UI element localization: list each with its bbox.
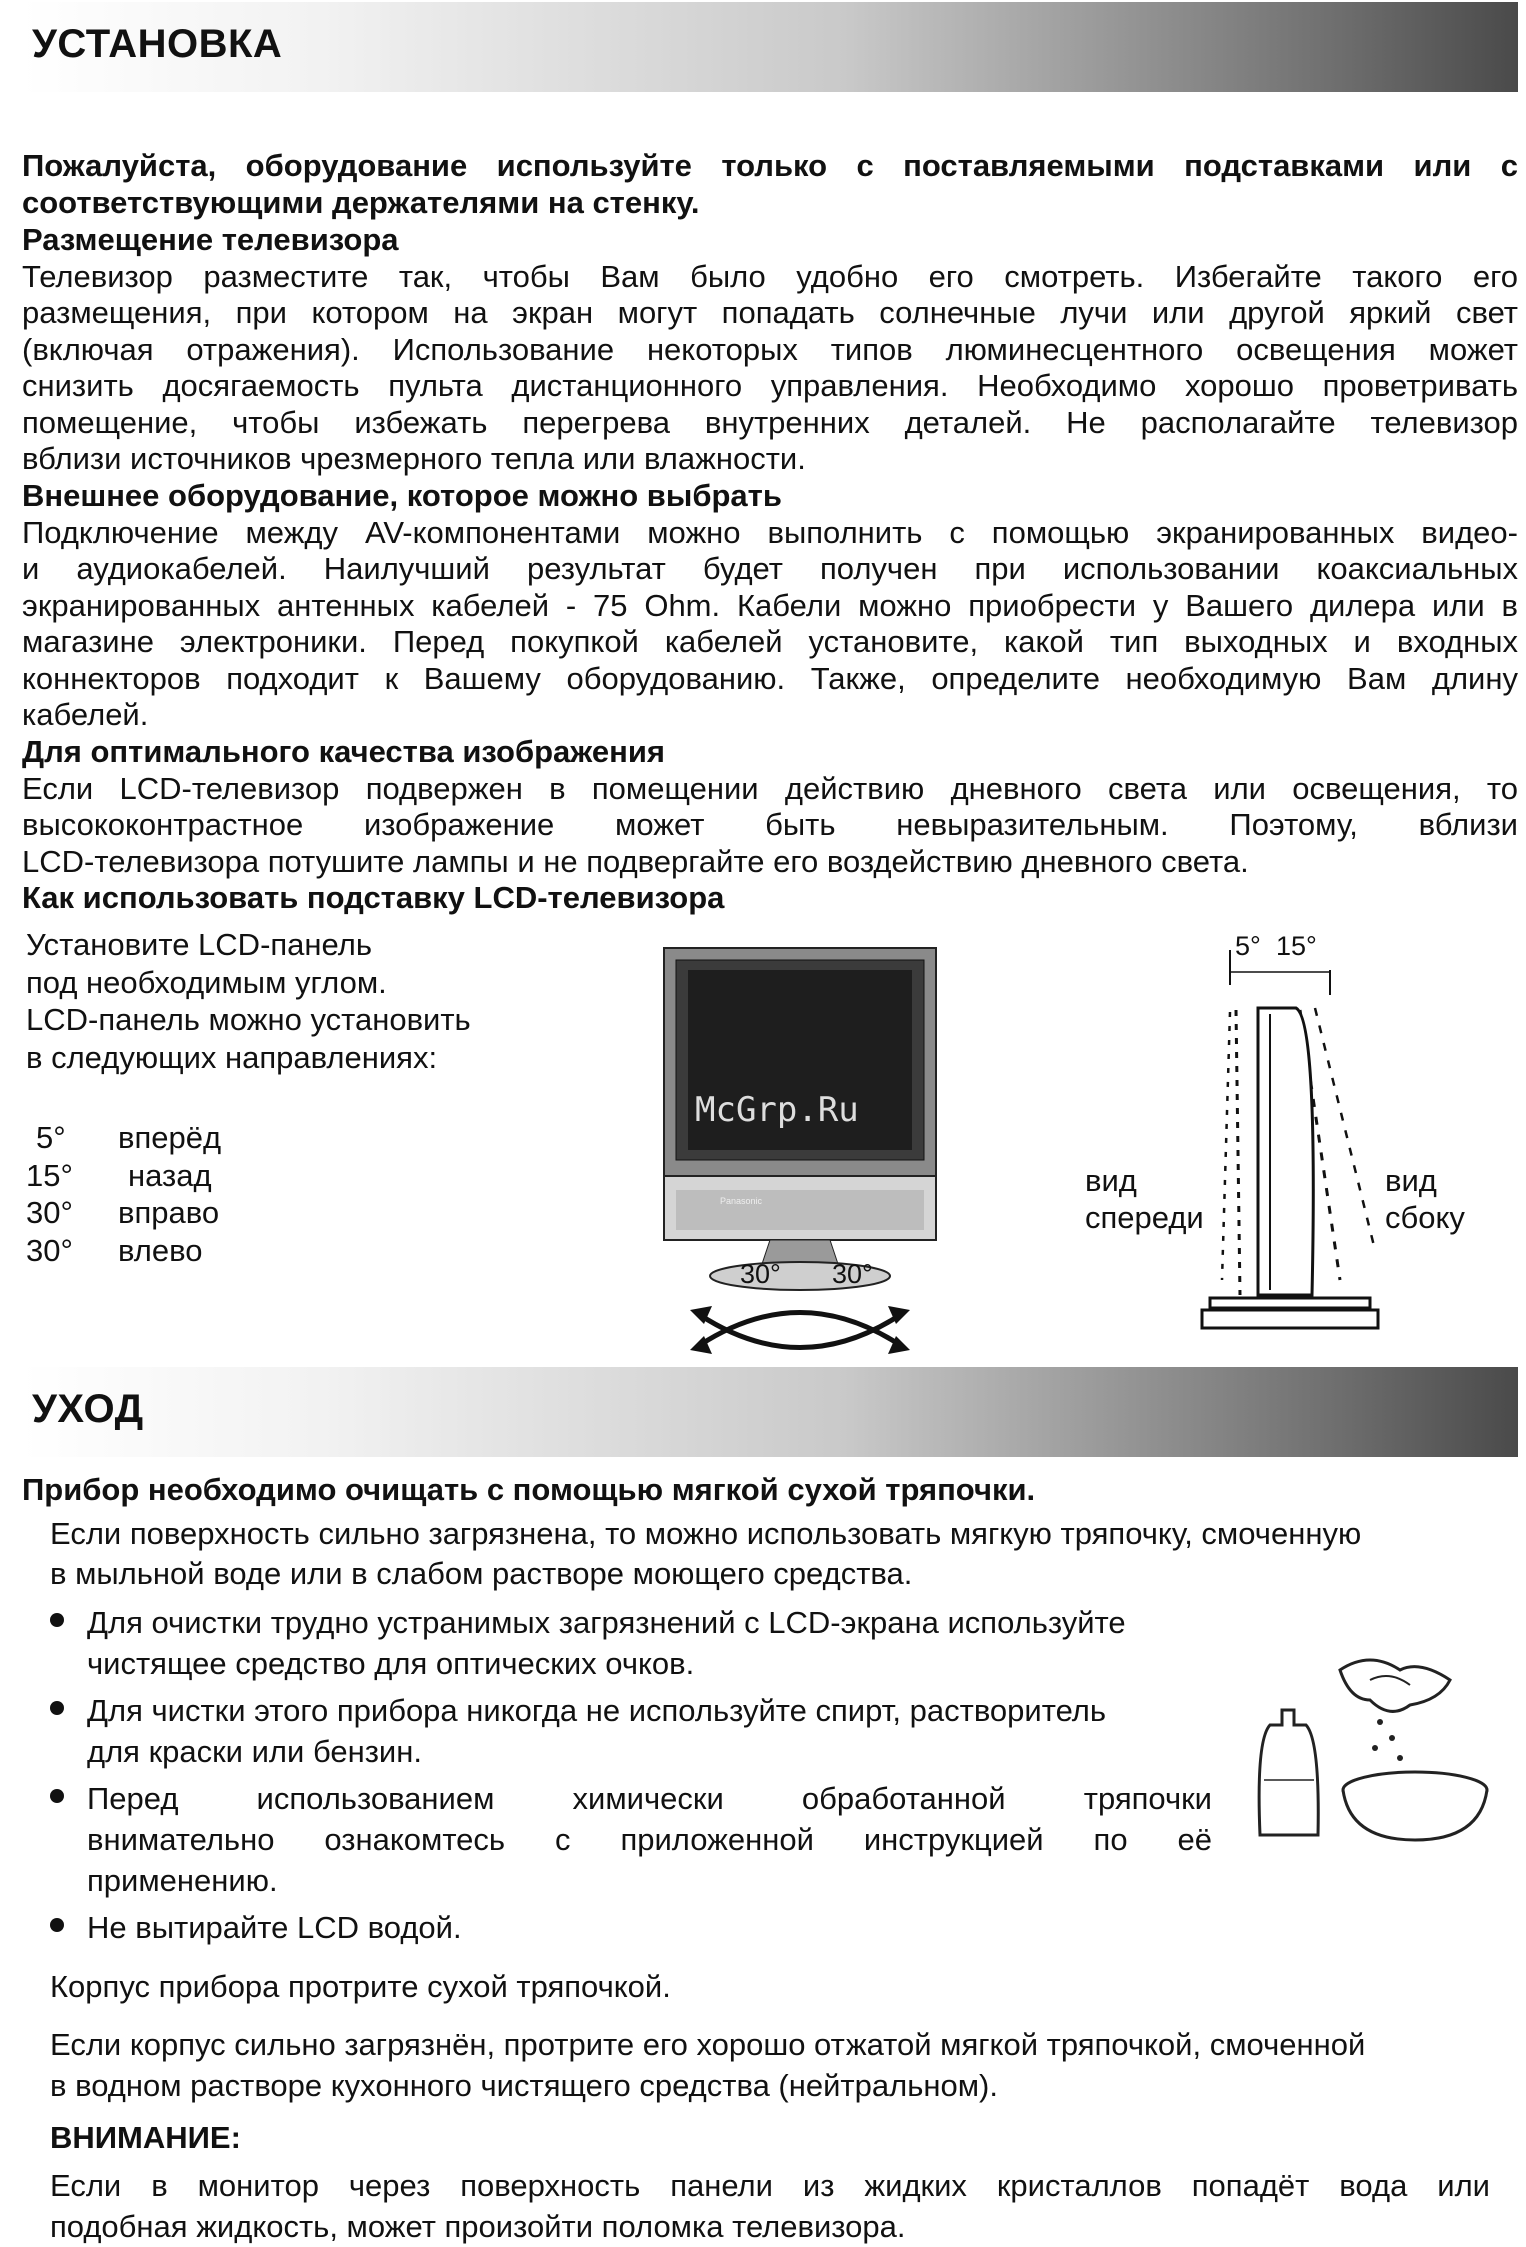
section-title: УХОД [32,1387,144,1431]
list-item [22,1690,1212,1772]
text-line: вблизи источников чрезмерного тепла или влажности. [22,441,806,476]
text-line: Для чистки этого прибора никогда не используйте спирт, растворитель [87,1693,1107,1728]
text-line: применению. [87,1863,278,1898]
text-line: Не вытирайте LCD водой. [87,1910,462,1945]
text-line: Если поверхность сильно загрязнена, то можно использовать мягкую тряпочку, смоченную [50,1516,1362,1551]
bullet-icon [50,1918,64,1932]
text-line: Телевизор разместите так, чтобы Вам было удобно его смотреть. Избегайте такого его [22,258,1518,294]
warning-paragraph [50,2165,1490,2247]
external-equipment-section [22,478,1518,734]
care-lead: Прибор необходимо очищать с помощью мягкой сухой тряпочки. [22,1472,1036,1507]
bullet-icon [50,1789,64,1803]
body-text: Корпус прибора протрите сухой тряпочкой. [50,1969,671,2004]
tilt-back-angle: 15° [1276,931,1317,961]
intro-paragraph [22,148,1518,221]
tilt-front-angle: 5° [1235,931,1261,961]
bullet-icon [50,1701,64,1715]
image-quality-section [22,734,1518,880]
placement-heading: Размещение телевизора [22,222,399,257]
text-line: высококонтрастное изображение может быть невыразительным. Поэтому, вблизи [22,807,1518,842]
text-line: кабелей. [22,697,149,732]
body-paragraph [50,2024,1490,2106]
text-line: под необходимым углом. [26,964,387,1000]
text-line: магазине электроники. Перед покупкой кабелей установите, какой тип выходных и входных [22,624,1518,659]
text-line: Если корпус сильно загрязнён, протрите его хорошо отжатой мягкой тряпочкой, смоченной [50,2027,1366,2062]
brand-label: Panasonic [720,1196,763,1206]
text-line: внимательно ознакомтесь с приложенной инструкцией по её [87,1822,1212,1857]
text-line: чистящее средство для оптических очков. [87,1646,695,1681]
side-view-label: сбоку [1385,1200,1465,1235]
text-line: подобная жидкость, может произойти поломка телевизора. [50,2209,906,2244]
side-view-label: вид [1385,1163,1437,1198]
text-line: Если LCD-телевизор подвержен в помещении действию дневного света или освещения, то [22,770,1518,806]
text-line: Подключение между AV-компонентами можно выполнить с помощью экранированных видео- [22,514,1518,550]
list-item [22,1778,1212,1901]
angle-degree: 30° [26,1233,73,1268]
intro-line: Пожалуйста, оборудование используйте только с поставляемыми подставками или с [22,148,1518,183]
angle-direction: вперёд [118,1120,222,1155]
bullet-icon [50,1613,64,1627]
angle-direction: назад [128,1158,212,1193]
text-line: в мыльной воде или в слабом растворе моющего средства. [50,1556,913,1591]
swivel-left-angle: 30° [740,1259,781,1289]
stand-instructions [26,926,626,1076]
watermark: McGrp.Ru [695,1090,859,1130]
text-line: Если в монитор через поверхность панели из жидких кристаллов попадёт вода или [50,2168,1490,2203]
stand-heading: Как использовать подставку LCD-телевизора [22,880,725,915]
text-line: коннекторов подходит к Вашему оборудованию. Также, определите необходимую Вам длину [22,660,1518,696]
text-line: экранированных антенных кабелей - 75 Ohm. Кабели можно приобрести у Вашего дилера или в [22,587,1518,623]
placement-section [22,222,1518,478]
text-line: в водном растворе кухонного чистящего средства (нейтральном). [50,2068,998,2103]
quality-heading: Для оптимального качества изображения [22,734,665,769]
warning-title: ВНИМАНИЕ: [50,2120,241,2155]
text-line: снизить досягаемость пульта дистанционного управления. Необходимо хорошо проветривать [22,368,1518,403]
text-line: Для очистки трудно устранимых загрязнений с LCD-экрана используйте [87,1605,1126,1640]
text-line: Перед использованием химически обработанной тряпочки [87,1781,1212,1816]
angle-direction: вправо [118,1195,220,1230]
text-line: Установите LCD-панель [26,927,372,962]
section-title: УСТАНОВКА [32,22,283,66]
section-header-care [22,1367,1518,1457]
text-line: в следующих направлениях: [26,1039,438,1075]
text-line: помещение, чтобы избежать перегрева внутренних деталей. Не располагайте телевизор [22,404,1518,440]
cleaning-illustration [1250,1650,1510,1850]
care-intro [50,1514,1518,1594]
text-line: размещения, при котором на экран могут попадать солнечные лучи или другой яркий свет [22,295,1518,330]
front-view-label: вид [1085,1163,1137,1198]
text-line: LCD-телевизора потушите лампы и не подвергайте его воздействию дневного света. [22,843,1249,879]
text-line: и аудиокабелей. Наилучший результат будет получен при использовании коаксиальных [22,551,1518,586]
angle-direction: влево [118,1233,203,1268]
section-header-installation [22,2,1518,92]
intro-line: соответствующими держателями на стенку. [22,184,700,220]
tv-front-illustration [650,940,950,1360]
external-heading: Внешнее оборудование, которое можно выбрать [22,478,782,513]
swivel-right-angle: 30° [832,1259,873,1289]
angle-degree: 15° [26,1158,73,1193]
care-bullet-list [22,1602,1212,1954]
list-item [22,1602,1212,1684]
text-line: (включая отражения). Использование некоторых типов люминесцентного освещения может [22,331,1518,367]
text-line: для краски или бензин. [87,1734,422,1769]
tv-side-illustration [1200,950,1380,1340]
text-line: LCD-панель можно установить [26,1002,471,1037]
angle-degree: 5° [36,1120,66,1155]
angle-degree: 30° [26,1195,73,1230]
front-view-label: спереди [1085,1200,1204,1235]
list-item [22,1907,1212,1948]
